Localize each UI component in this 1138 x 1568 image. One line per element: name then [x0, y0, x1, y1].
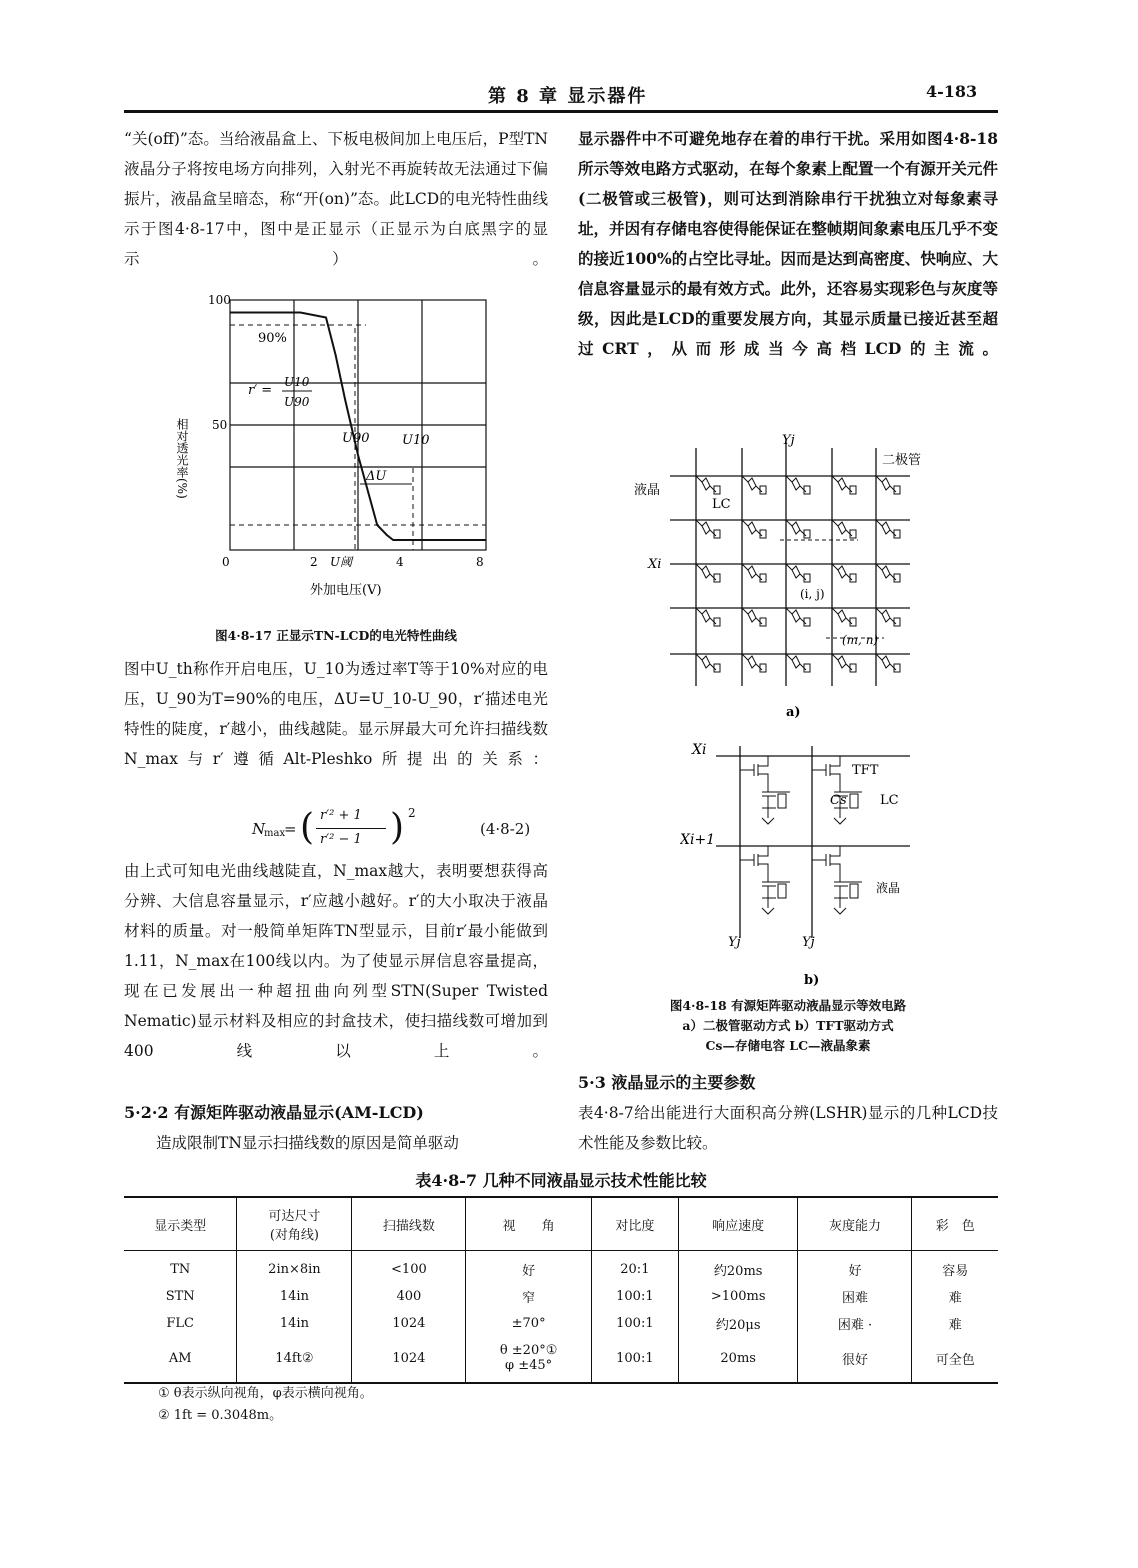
table-cell: 1024: [352, 1337, 466, 1383]
table-cell: 14in: [237, 1283, 352, 1310]
right-paragraph-1: 显示器件中不可避免地存在着的串行干扰。采用如图4·8-18所示等效电路方式驱动，在每个象素上配置一个有源开关元件(二极管或三极管)，则可达到消除串行干扰独立对每象素寻址，并因有存储电容使得能保证在整帧期间象素电压几乎不变的接近100%的占空比寻址。因而是达到高密度、快响应、大信息容量显示的最有效方式。此外，还容易实现彩色与灰度等级，因此是LCD的重要发展方向，其显示质量已接近甚至超过CRT，从而形成当今高档LCD的主流。: [578, 129, 998, 358]
x-tick-0: 0: [222, 555, 230, 569]
r-prime-lhs: r′ =: [248, 383, 273, 398]
formula-number: (4·8-2): [480, 820, 531, 838]
formula-paren-left: (: [300, 807, 315, 848]
pixel-cell: [742, 520, 766, 538]
table-title: 表4·8-7 几种不同液晶显示技术性能比较: [415, 1171, 707, 1190]
table-cell: STN: [124, 1283, 237, 1310]
x-axis-label: 外加电压(V): [310, 583, 382, 598]
table-cell: <100: [352, 1251, 466, 1284]
table-header-cell: 灰度能力: [798, 1197, 912, 1251]
x-tick-8: 8: [476, 555, 484, 569]
pixel-cell: [786, 654, 810, 672]
pixel-cell: [786, 608, 810, 626]
pixel-cell: [876, 476, 900, 494]
formula-den: r′² − 1: [320, 832, 362, 847]
yj-label: Yj: [782, 433, 795, 448]
mn-label: (m, n): [842, 633, 879, 647]
figure-4-8-18a-diagram: [630, 428, 960, 720]
pixel-cell: [742, 564, 766, 582]
tft-cell: [740, 846, 790, 914]
left-paragraph-2: 图中U_th称作开启电压，U_10为透过率T等于10%对应的电压，U_90为T=90%的电压，ΔU=U_10-U_90，r′描述电光特性的陡度，r′越小，曲线越陡。显示屏最大可允许扫描线数N_max与r′遵循Alt-Pleshko所提出的关系：: [124, 660, 548, 768]
table-cell: 难: [948, 1318, 962, 1333]
table-cell: 100:1: [591, 1310, 678, 1337]
table-header-cell: 扫描线数: [352, 1197, 466, 1251]
formula-4-8-2: [252, 806, 552, 856]
pixel-cell: [876, 564, 900, 582]
figure-18-caption-2: a）二极管驱动方式 b）TFT驱动方式: [682, 1018, 894, 1033]
header-rule: [124, 110, 998, 113]
section-5-3-heading: 5·3 液晶显示的主要参数: [578, 1073, 756, 1092]
table-cell: 20ms: [678, 1337, 798, 1383]
left-paragraph-3: 由上式可知电光曲线越陡直，N_max越大，表明要想获得高分辨、大信息容量显示，r′应越小越好。r′的大小取决于液晶材料的质量。对一般简单矩阵TN型显示，目前r′最小能做到1.11，N_max在100线以内。为了使显示屏信息容量提高，现在已发展出一种超扭曲向列型STN(Super Twisted Nematic)显示材料及相应的封盒技术，使扫描线数可增加到400线以上。: [124, 862, 548, 1060]
table-cell: 约20μs: [678, 1310, 798, 1337]
table-header-cell: 视 角: [466, 1197, 591, 1251]
figure-18-caption-1: 图4·8-18 有源矩阵驱动液晶显示等效电路: [669, 998, 907, 1013]
table-header-cell: 响应速度: [678, 1197, 798, 1251]
pixel-cell: [832, 608, 856, 626]
formula-bar: [316, 828, 386, 829]
u90-label: U90: [342, 431, 370, 446]
table-cell: AM: [124, 1337, 237, 1383]
pixel-cell: [786, 564, 810, 582]
x-tick-2: 2: [310, 555, 318, 569]
formula-exp: 2: [408, 806, 416, 820]
table-cell: 容易: [942, 1264, 969, 1279]
y-axis-label: 相对透光率(%): [175, 418, 189, 499]
cs-label: Cs: [830, 793, 847, 808]
table-cell: 400: [352, 1283, 466, 1310]
pixel-cell: [786, 520, 810, 538]
formula-sub: max: [264, 828, 286, 839]
pixel-cell: [832, 654, 856, 672]
delta-u-label: ΔU: [366, 469, 387, 484]
formula-eq: =: [284, 820, 297, 838]
xi-label: Xi: [692, 742, 707, 758]
figure-17-caption: 图4·8-17 正显示TN-LCD的电光特性曲线: [215, 628, 457, 643]
table-header-cell: 彩 色: [935, 1218, 975, 1234]
xi1-label: Xi+1: [680, 832, 716, 848]
table-header-cell: 显示类型: [124, 1197, 237, 1251]
table-cell: 难: [948, 1291, 962, 1306]
table-cell: 很好: [798, 1337, 912, 1383]
table-cell: 好: [798, 1251, 912, 1284]
table-cell: 可全色: [935, 1352, 975, 1368]
table-cell: θ ±20°① φ ±45°: [466, 1337, 591, 1383]
pixel-cell: [786, 476, 810, 494]
figure-4-8-18b-diagram: [680, 728, 940, 990]
pixel-cell: [742, 476, 766, 494]
pixel-cell: [832, 520, 856, 538]
yj-label: Yj: [728, 935, 741, 950]
table-cell: 2in×8in: [237, 1251, 352, 1284]
pixel-cell: [696, 654, 720, 672]
table-row: [124, 1310, 998, 1337]
table-cell: 好: [466, 1251, 591, 1284]
y-tick-100: 100: [208, 293, 231, 307]
pixel-cell: [876, 654, 900, 672]
table-cell: 约20ms: [678, 1251, 798, 1284]
table-cell: TN: [124, 1251, 237, 1284]
yj1-label: Yj: [802, 935, 815, 950]
table-header-cell: 可达尺寸 (对角线): [237, 1197, 352, 1251]
page-number: 4-183: [926, 82, 978, 101]
left-paragraph-4: 造成限制TN显示扫描线数的原因是简单驱动: [156, 1134, 459, 1152]
formula-lhs: N: [252, 820, 266, 838]
pixel-cell: [696, 564, 720, 582]
footnote-1: ① θ表示纵向视角，φ表示横向视角。: [158, 1386, 373, 1401]
sub-b-label: b): [804, 973, 820, 988]
right-paragraph-2: 表4·8-7给出能进行大面积高分辨(LSHR)显示的几种LCD技术性能及参数比较。: [578, 1104, 998, 1152]
lc-label: LC: [712, 497, 731, 512]
table-row: [124, 1251, 998, 1284]
table-cell: 困难 ·: [798, 1310, 912, 1337]
table-cell: 困难: [798, 1283, 912, 1310]
table-cell: 1024: [352, 1310, 466, 1337]
pixel-cell: [876, 520, 900, 538]
pixel-cell: [832, 564, 856, 582]
table-cell: 窄: [466, 1283, 591, 1310]
lc-label: LC: [880, 793, 899, 808]
table-cell: 14in: [237, 1310, 352, 1337]
table-cell: FLC: [124, 1310, 237, 1337]
table-cell: 14ft②: [237, 1337, 352, 1383]
r-prime-num: U10: [284, 375, 310, 389]
formula-paren-right: ): [390, 807, 405, 848]
section-5-2-2-heading: 5·2·2 有源矩阵驱动液晶显示(AM-LCD): [124, 1103, 424, 1122]
x-tick-4: 4: [396, 555, 404, 569]
formula-num: r′² + 1: [320, 808, 362, 823]
xi-label: Xi: [648, 557, 662, 572]
diode-label: 二极管: [882, 453, 922, 468]
table-header-cell: 对比度: [591, 1197, 678, 1251]
pixel-cell: [696, 476, 720, 494]
pixel-cell: [742, 608, 766, 626]
figure-4-8-17-chart: [170, 288, 500, 606]
table-header-row: [124, 1197, 998, 1251]
table-body: [124, 1251, 998, 1384]
table-cell: ±70°: [466, 1310, 591, 1337]
left-paragraph-1: “关(off)”态。当给液晶盒上、下板电极间加上电压后，P型TN液晶分子将按电场方向排列，入射光不再旋转故无法通过下偏振片，液晶盒呈暗态，称“开(on)”态。此LCD的电光特性曲线示于图4·8-17中，图中是正显示（正显示为白底黑字的显示）。: [124, 130, 548, 268]
chapter-title: 第 8 章 显示器件: [488, 86, 648, 107]
pixel-cell: [832, 476, 856, 494]
table-row: [124, 1337, 998, 1383]
pixel-cell: [742, 654, 766, 672]
figure-18-caption-3: Cs—存储电容 LC—液晶象素: [705, 1038, 871, 1053]
lc-material-label: 液晶: [876, 881, 901, 895]
comparison-table: [124, 1196, 998, 1384]
table-cell: 20:1: [591, 1251, 678, 1284]
pixel-cell: [696, 608, 720, 626]
table-cell: 100:1: [591, 1337, 678, 1383]
table-cell: 100:1: [591, 1283, 678, 1310]
uth-label: U阈: [330, 555, 353, 569]
pixel-cell: [696, 520, 720, 538]
lc-material-label: 液晶: [634, 483, 661, 498]
r-prime-den: U90: [284, 395, 310, 409]
footnote-2: ② 1ft = 0.3048m。: [158, 1408, 283, 1423]
p90-label: 90%: [258, 331, 287, 346]
y-tick-50: 50: [212, 418, 228, 432]
u10-label: U10: [402, 433, 430, 448]
tft-cells: [740, 756, 862, 914]
ij-label: (i, j): [800, 587, 825, 601]
table-row: [124, 1283, 998, 1310]
pixel-cell: [876, 608, 900, 626]
table-cell: >100ms: [678, 1283, 798, 1310]
sub-a-label: a): [786, 705, 801, 720]
tft-cell: [740, 756, 790, 824]
page-header: [0, 82, 1138, 112]
tft-cell: [812, 846, 862, 914]
tft-label: TFT: [852, 763, 879, 778]
